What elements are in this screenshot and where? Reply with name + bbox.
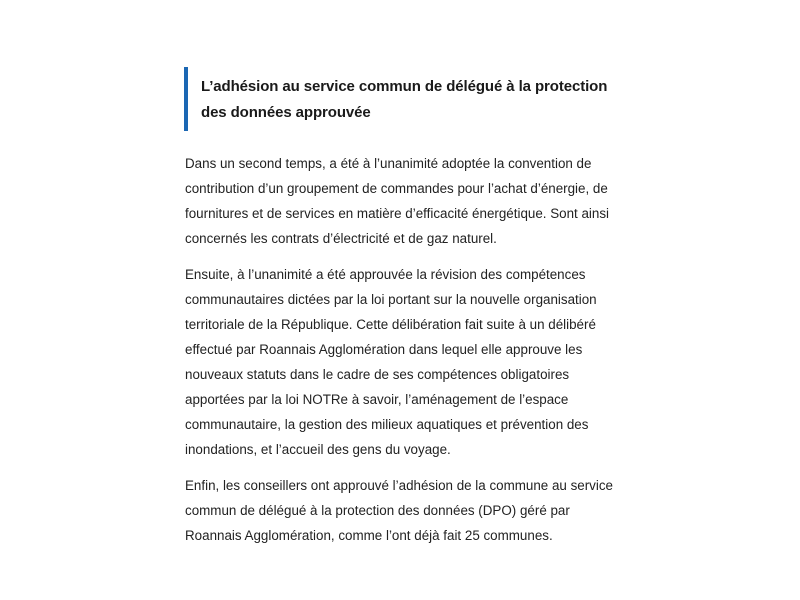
article-body xyxy=(185,151,625,548)
section-heading: L’adhésion au service commun de délégué à la protection des données approuvée xyxy=(201,78,608,121)
paragraph-1: Dans un second temps, a été à l’unanimité adoptée la convention de contribution d’un groupement de commandes pour l’achat d’énergie, de fournitures et de services en matière d’efficacité énergétique. Sont ainsi concernés les contrats d’électricité et de gaz naturel. xyxy=(185,156,610,246)
paragraph-3: Enfin, les conseillers ont approuvé l’adhésion de la commune au service commun de délégué à la protection des données (DPO) géré par Roannais Agglomération, comme l’ont déjà fait 25 communes. xyxy=(185,478,613,543)
article xyxy=(185,67,625,559)
paragraph-2: Ensuite, à l’unanimité a été approuvée la révision des compétences communautaires dictées par la loi portant sur la nouvelle organisation territoriale de la République. Cette délibération fait suite à un délibéré effectué par Roannais Agglomération dans lequel elle approuve les nouveaux statuts dans le cadre de ses compétences obligatoires apportées par la loi NOTRe à savoir, l’aménagement de l’espace communautaire, la gestion des milieux aquatiques et prévention des inondations, et l’accueil des gens du voyage. xyxy=(185,267,597,457)
section-heading-block xyxy=(184,67,625,131)
